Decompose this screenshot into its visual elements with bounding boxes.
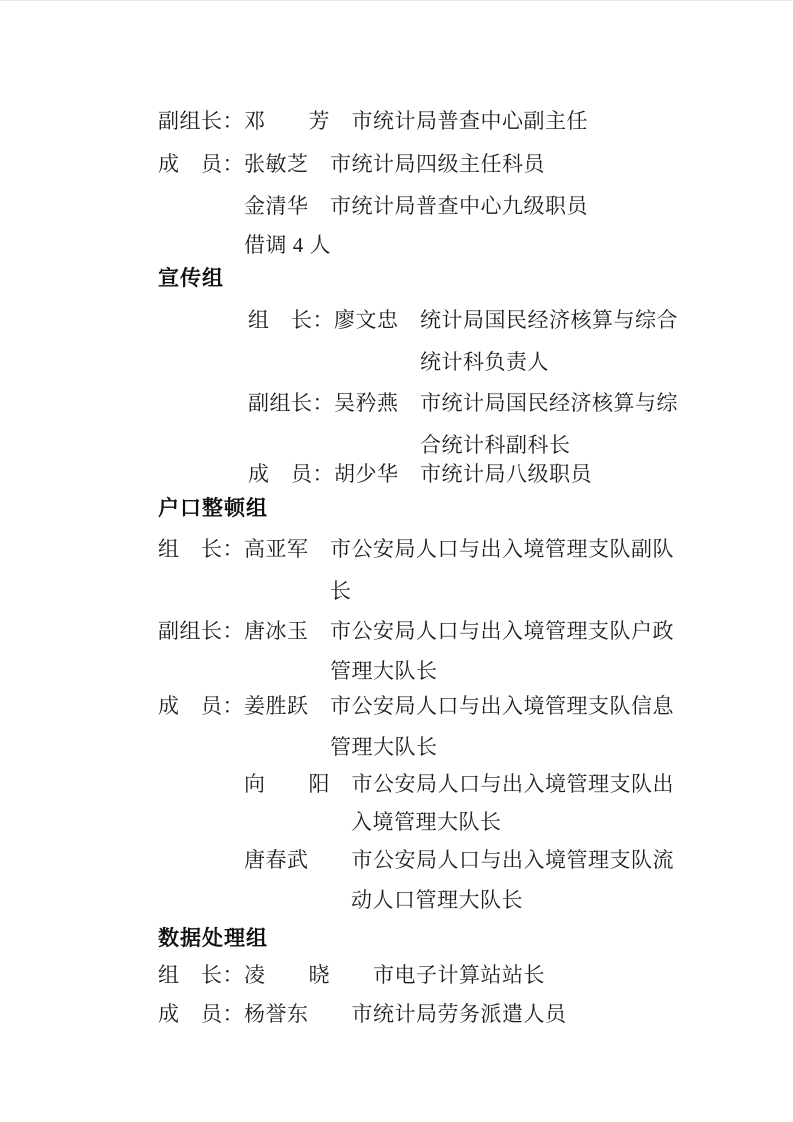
person-title-continuation: 动人口管理大队长 <box>351 888 523 912</box>
roster-entry-line <box>158 108 588 134</box>
section-header: 数据处理组 <box>158 926 268 950</box>
roster-entry-line <box>248 461 592 487</box>
person-title: 统计局国民经济核算与综合 <box>420 308 678 332</box>
person-name: 向 阳 <box>244 772 352 796</box>
roster-entry-line <box>158 962 545 988</box>
person-title-continuation: 管理大队长 <box>330 735 438 759</box>
person-name: 凌 晓 <box>244 963 373 987</box>
roster-entry-line <box>244 771 674 797</box>
person-title-continuation: 长 <box>330 579 352 603</box>
role-label: 成 员： <box>248 462 334 486</box>
role-label: 组 长： <box>158 963 244 987</box>
section-header: 户口整顿组 <box>158 496 268 520</box>
person-title-continuation: 统计科负责人 <box>420 350 549 374</box>
roster-entry-line <box>158 1001 567 1027</box>
roster-entry-line <box>158 536 674 562</box>
person-title: 市公安局人口与出入境管理支队出 <box>351 772 674 796</box>
person-name: 唐春武 <box>244 848 352 872</box>
person-title-continuation: 管理大队长 <box>330 659 438 683</box>
roster-entry-line <box>158 693 674 719</box>
person-name: 高亚军 <box>244 537 330 561</box>
roster-entry-line <box>248 390 678 416</box>
role-label: 成 员： <box>158 1002 244 1026</box>
person-name: 廖文忠 <box>334 308 420 332</box>
role-label: 副组长： <box>248 391 334 415</box>
roster-entry-line <box>158 151 545 177</box>
role-label: 组 长： <box>158 537 244 561</box>
person-title: 市统计局劳务派遣人员 <box>351 1002 567 1026</box>
person-name: 邓 芳 <box>244 109 352 133</box>
person-name: 胡少华 <box>334 462 420 486</box>
roster-entry-line <box>244 193 588 219</box>
person-title: 市电子计算站站长 <box>373 963 545 987</box>
roster-entry-line <box>244 232 331 258</box>
person-name: 吴矜燕 <box>334 391 420 415</box>
person-name: 唐冰玉 <box>244 619 330 643</box>
person-title: 市统计局国民经济核算与综 <box>420 391 678 415</box>
role-label: 成 员： <box>158 694 244 718</box>
person-title: 市统计局普查中心副主任 <box>351 109 588 133</box>
role-label: 成 员： <box>158 152 244 176</box>
person-title-continuation: 合统计科副科长 <box>420 433 571 457</box>
person-title-continuation: 入境管理大队长 <box>351 810 502 834</box>
role-label: 组 长： <box>248 308 334 332</box>
person-name: 姜胜跃 <box>244 694 330 718</box>
roster-entry-line <box>248 307 678 333</box>
roster-entry-line <box>158 618 674 644</box>
person-title: 市统计局普查中心九级职员 <box>330 194 588 218</box>
person-title: 市统计局四级主任科员 <box>330 152 545 176</box>
person-name: 金清华 <box>244 194 330 218</box>
person-name: 杨誉东 <box>244 1002 352 1026</box>
person-name: 借调 4 人 <box>244 233 331 257</box>
person-title: 市公安局人口与出入境管理支队信息 <box>330 694 674 718</box>
role-label: 副组长： <box>158 619 244 643</box>
person-name: 张敏芝 <box>244 152 330 176</box>
roster-entry-line <box>244 847 674 873</box>
person-title: 市公安局人口与出入境管理支队流 <box>351 848 674 872</box>
role-label: 副组长： <box>158 109 244 133</box>
section-header: 宣传组 <box>158 266 224 290</box>
person-title: 市公安局人口与出入境管理支队户政 <box>330 619 674 643</box>
person-title: 市公安局人口与出入境管理支队副队 <box>330 537 674 561</box>
person-title: 市统计局八级职员 <box>420 462 592 486</box>
